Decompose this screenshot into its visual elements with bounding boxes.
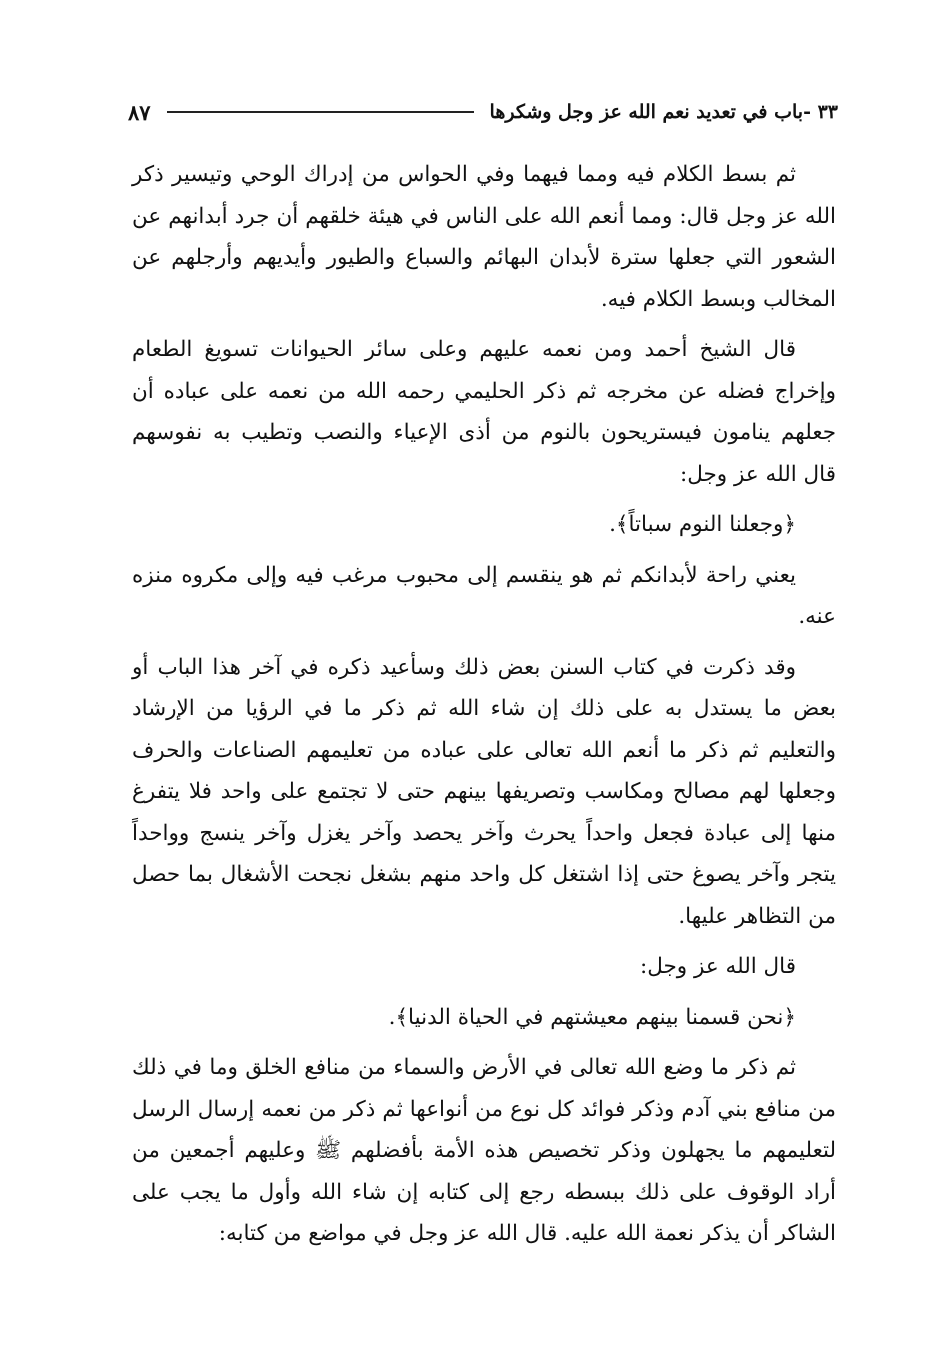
paragraph-2: قال الشيخ أحمد ومن نعمه عليهم وعلى سائر الحيوانات تسويغ الطعام وإخراج فضله عن مخرجه ثم ذكر الحليمي رحمه الله من نعمه على عباده أن جعلهم ينامون فيستريحون بالنوم من أذى الإعياء والنصب وتطيب به نفوسهم قال الله عز وجل: [132,337,836,487]
chapter-title: ٣٣ -باب في تعديد نعم الله عز وجل وشكرها [489,101,838,123]
header-divider [167,111,474,113]
paragraph-5: قال الله عز وجل: [639,954,796,979]
paragraph-4: وقد ذكرت في كتاب السنن بعض ذلك وسأعيد ذكره في آخر هذا الباب أو بعض ما يستدل به على ذلك إن شاء الله ثم ذكر ما في الرؤيا من الإرشاد والتعليم ثم ذكر ما أنعم الله تعالى على عباده من تعليمهم الصناعات والحرف وجعلها لهم مصالح ومكاسب وتصريفها بينهم حتى لا تجتمع على واحد فلا يتفرغ منها إلى عبادة فجعل واحداً يحرث وآخر يحصد وآخر يغزل وآخر ينسج وواحداً يتجر وآخر يصوغ حتى إذا اشتغل كل واحد منهم بشغل نجحت الأشغال بما حصل من التظاهر عليها. [132,654,836,929]
quran-verse-1: ﴿وجعلنا النوم سباتاً﴾. [609,512,796,537]
paragraph-3: يعني راحة لأبدانكم ثم هو ينقسم إلى محبوب مرغب فيه وإلى مكروه منزه عنه. [132,562,836,629]
paragraph-1: ثم بسط الكلام فيه ومما فيهما وفي الحواس من إدراك الوحي وتيسير ذكر الله عز وجل قال: ومما أنعم الله على الناس في هيئة خلقهم أن جرد أبدانهم عن الشعور التي جعلها سترة لأبدان البهائم والسباع والطيور وأيديهم وأرجلهم عن المخالب وبسط الكلام فيه. [132,162,836,312]
page-body [132,154,836,1255]
running-header [128,92,838,132]
paragraph-6: ثم ذكر ما وضع الله تعالى في الأرض والسماء من منافع الخلق وما في ذلك من منافع بني آدم وذكر فوائد كل نوع من أنواعها ثم ذكر من نعمه إرسال الرسل لتعليمهم ما يجهلون وذكر تخصيص هذه الأمة بأفضلهم ﷺ وعليهم أجمعين من أراد الوقوف على ذلك ببسطه رجع إلى كتابه إن شاء الله وأول ما يجب على الشاكر أن يذكر نعمة الله عليه. قال الله عز وجل في مواضع من كتابه: [132,1055,836,1246]
quran-verse-2: ﴿نحن قسمنا بينهم معيشتهم في الحياة الدنيا﴾. [388,1004,796,1030]
page-number: ٨٧ [128,99,151,125]
